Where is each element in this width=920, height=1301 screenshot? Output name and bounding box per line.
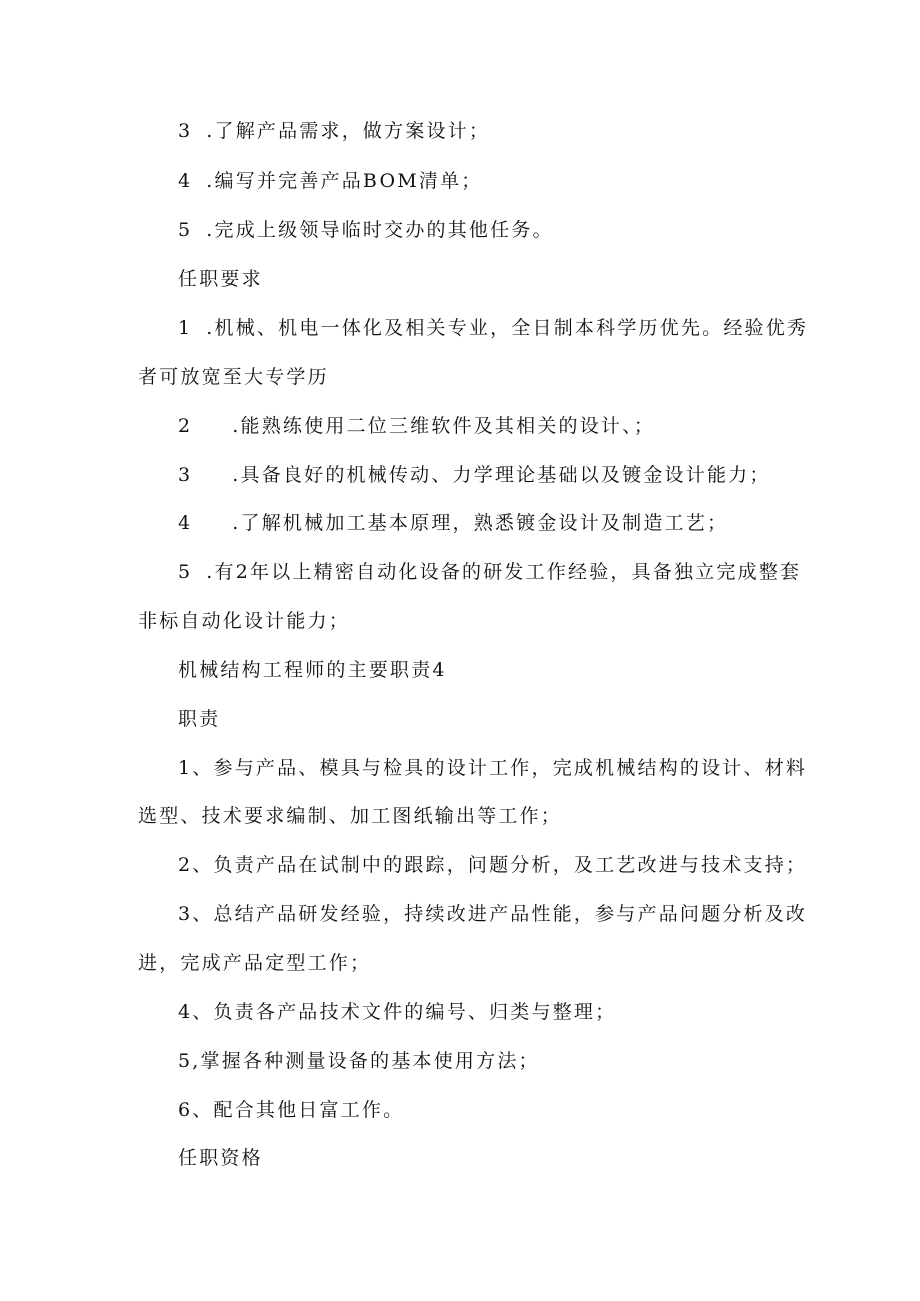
item-number: 2 (178, 415, 193, 437)
duty-item-3 (178, 119, 490, 143)
item-number: 1 (178, 317, 193, 339)
requirement-item-5 (178, 560, 801, 584)
item-number: 3 (178, 464, 193, 486)
item-text: .能熟练使用二位三维软件及其相关的设计、； (232, 415, 656, 437)
item-text: .机械、机电一体化及相关专业，全日制本科学历优先。经验优秀 (206, 317, 809, 339)
section-title: 机械结构工程师的主要职责4 (178, 659, 447, 681)
item-number: 4 (178, 512, 193, 534)
item-number: 5 (178, 561, 193, 583)
duty-item-1: 1、参与产品、模具与检具的设计工作，完成机械结构的设计、材料 (178, 757, 808, 779)
section-heading-requirements: 任职要求 (178, 268, 263, 290)
item-number: 4 (178, 170, 193, 192)
duty-item-1-continued: 选型、技术要求编制、加工图纸输出等工作； (138, 805, 563, 827)
item-text: .了解产品需求，做方案设计； (206, 120, 491, 142)
item-text: .有2年以上精密自动化设备的研发工作经验，具备独立完成整套 (206, 561, 802, 583)
requirement-item-4 (178, 511, 728, 535)
duty-item-3b-continued: 进，完成产品定型工作； (138, 952, 372, 974)
duty-item-4 (178, 169, 482, 193)
duty-item-4b: 4、负责各产品技术文件的编号、归类与整理； (178, 1001, 617, 1023)
item-number: 3 (178, 120, 193, 142)
requirement-item-3 (178, 463, 771, 487)
duty-item-5 (178, 218, 554, 242)
item-text: .完成上级领导临时交办的其他任务。 (206, 219, 554, 241)
section-heading-qualifications: 任职资格 (178, 1147, 263, 1169)
requirement-item-5-continued: 非标自动化设计能力； (138, 610, 351, 632)
item-text: .具备良好的机械传动、力学理论基础以及镀金设计能力； (232, 464, 771, 486)
duty-item-3b: 3、总结产品研发经验，持续改进产品性能，参与产品问题分析及改 (178, 903, 808, 925)
requirement-item-1-continued: 者可放宽至大专学历 (138, 366, 329, 388)
item-text: .编写并完善产品BOM清单； (206, 170, 483, 192)
item-number: 5 (178, 219, 193, 241)
duty-item-6: 6、配合其他日富工作。 (178, 1099, 405, 1121)
section-heading-duties: 职责 (178, 708, 221, 730)
requirement-item-1 (178, 316, 808, 340)
requirement-item-2 (178, 414, 655, 438)
duty-item-2: 2、负责产品在试制中的跟踪，问题分析，及工艺改进与技术支持； (178, 854, 808, 876)
item-text: .了解机械加工基本原理，熟悉镀金设计及制造工艺； (232, 512, 729, 534)
duty-item-5b: 5,掌握各种测量设备的基本使用方法； (178, 1050, 540, 1072)
